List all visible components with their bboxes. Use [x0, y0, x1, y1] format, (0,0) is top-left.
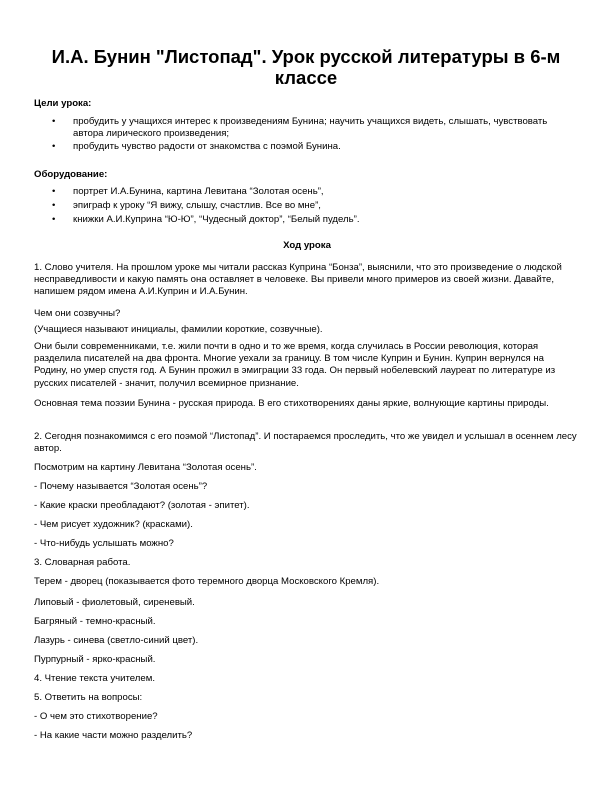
list-item: • портрет И.А.Бунина, картина Левитана “Золотая осень”,: [52, 186, 324, 197]
paragraph: - Чем рисует художник? (красками).: [34, 519, 193, 530]
paragraph: (Учащиеся называют инициалы, фамилии короткие, созвучные).: [34, 324, 323, 335]
paragraph: - Какие краски преобладают? (золотая - эпитет).: [34, 500, 250, 511]
paragraph: 5. Ответить на вопросы:: [34, 692, 143, 703]
equipment-list: [34, 186, 580, 227]
paragraph: 4. Чтение текста учителем.: [34, 673, 156, 684]
paragraph: 2. Сегодня познакомимся с его поэмой “Листопад”. И постараемся проследить, что же увидел и услышал в осеннем лесу автор.: [34, 431, 577, 455]
paragraph: Багряный - темно-красный.: [34, 616, 156, 627]
section-heading: Ход урока: [283, 240, 331, 251]
paragraph: Чем они созвучны?: [34, 308, 121, 319]
paragraph: - Что-нибудь услышать можно?: [34, 538, 174, 549]
paragraph: Они были современниками, т.е. жили почти в одно и то же время, когда случилась в России революция, которая разделила писателей на два фронта. Многие уехали за границу. В том числе Куприн и Бунин. Куприн вернулся на Родину, но умер спустя год. А Бунин прожил в эмиграции 33 года. Он первый нобелевский лауреат по литературе из русских писателей - значит, получил всемирное признание.: [34, 341, 556, 389]
paragraph: - На какие части можно разделить?: [34, 730, 193, 741]
paragraph: - О чем это стихотворение?: [34, 711, 158, 722]
paragraph: Лазурь - синева (светло-синий цвет).: [34, 635, 199, 646]
list-item: • книжки А.И.Куприна “Ю-Ю”, “Чудесный доктор”, “Белый пудель”.: [52, 214, 360, 226]
paragraph: - Почему называется “Золотая осень”?: [34, 481, 208, 492]
bullet-icon: •: [52, 141, 56, 153]
goals-label: Цели урока:: [34, 98, 92, 109]
equipment-label: Оборудование:: [34, 169, 108, 180]
page-title: И.А. Бунин "Листопад". Урок русской литературы в 6-м классе: [51, 46, 561, 88]
goals-list: [34, 116, 580, 154]
bullet-icon: •: [52, 214, 56, 226]
list-item: • пробудить у учащихся интерес к произведениям Бунина; научить учащихся видеть, слышать, чувствовать автора лирического произведения;: [52, 116, 548, 140]
list-item: • пробудить чувство радости от знакомства с поэмой Бунина.: [52, 141, 341, 153]
bullet-icon: •: [52, 186, 56, 197]
list-item: • эпиграф к уроку “Я вижу, слышу, счастлив. Все во мне”,: [52, 200, 321, 212]
bullet-icon: •: [52, 116, 56, 127]
paragraph: Основная тема поэзии Бунина - русская природа. В его стихотворениях даны яркие, волнующие картины природы.: [34, 398, 549, 409]
paragraph: 1. Слово учителя. На прошлом уроке мы читали рассказ Куприна “Бонза”, выяснили, что это произведение о людской несправедливости и какую память она оставляет в человеке. Вы привели много примеров из своей жизни. Давайте, напишем рядом имена А.И.Куприн и И.А.Бунин.: [34, 262, 562, 298]
paragraph: Посмотрим на картину Левитана “Золотая осень”.: [34, 462, 257, 473]
paragraph: 3. Словарная работа.: [34, 557, 131, 568]
paragraph: Липовый - фиолетовый, сиреневый.: [34, 597, 195, 608]
bullet-icon: •: [52, 200, 56, 212]
paragraph: Терем - дворец (показывается фото теремного дворца Московского Кремля).: [34, 576, 380, 587]
paragraph: Пурпурный - ярко-красный.: [34, 654, 156, 665]
